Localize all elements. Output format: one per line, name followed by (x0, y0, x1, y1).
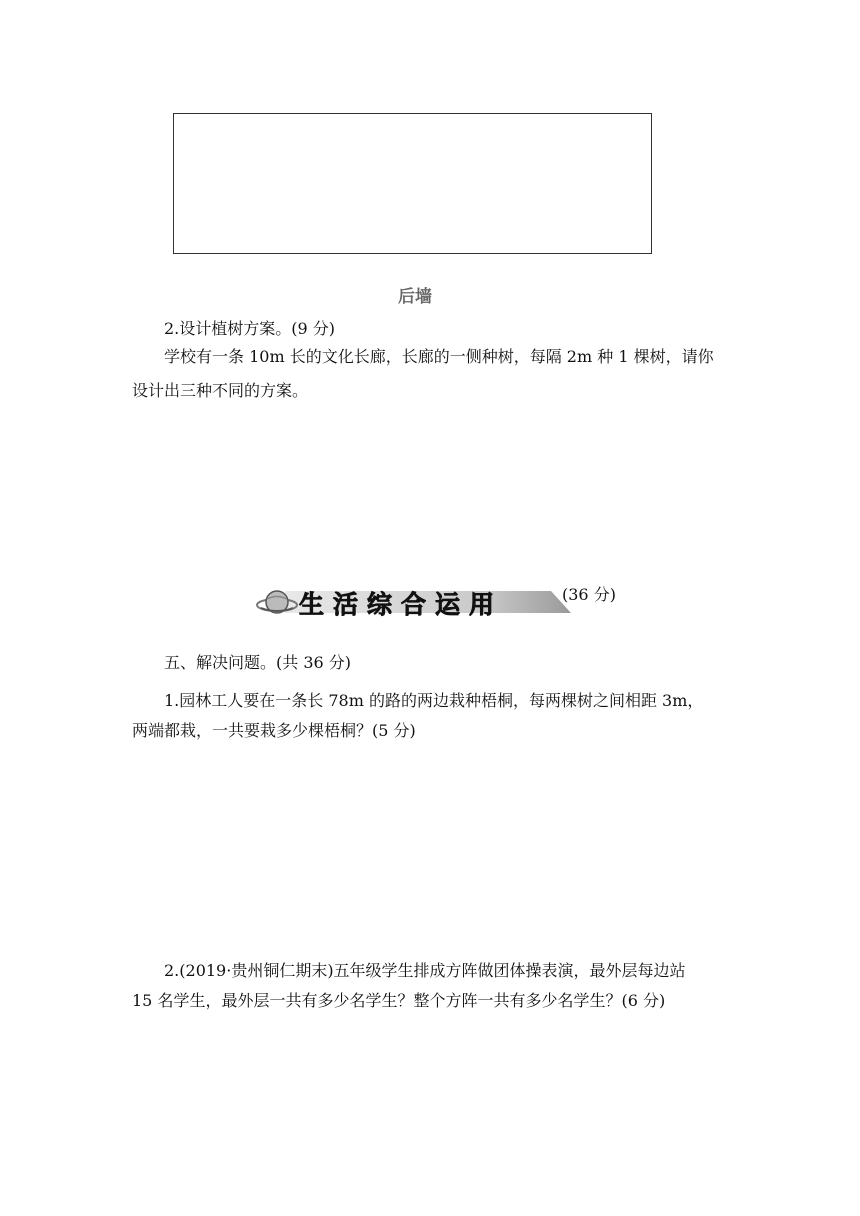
banner-score: (36 分) (562, 585, 616, 604)
back-wall-label: 后墙 (398, 287, 432, 307)
question-2-text-line1: 学校有一条 10m 长的文化长廊，长廊的一侧种树，每隔 2m 种 1 棵树，请你 (164, 347, 714, 366)
problem-1-line1: 1.园林工人要在一条长 78m 的路的两边栽种梧桐，每两棵树之间相距 3m， (164, 691, 704, 710)
question-2-text-line2: 设计出三种不同的方案。 (132, 381, 309, 400)
problem-2-line2: 15 名学生，最外层一共有多少名学生？整个方阵一共有多少名学生？(6 分) (132, 991, 666, 1010)
classroom-diagram-box (173, 113, 652, 254)
banner-title: 生活综合运用 (299, 590, 504, 619)
question-2-title: 2.设计植树方案。(9 分) (164, 319, 336, 338)
problem-1-line2: 两端都栽，一共要栽多少棵梧桐？(5 分) (132, 721, 416, 740)
problem-2-line1: 2.(2019·贵州铜仁期末)五年级学生排成方阵做团体操表演，最外层每边站 (164, 961, 686, 980)
section-banner (255, 582, 575, 622)
planet-icon (255, 584, 301, 620)
section-5-heading: 五、解决问题。(共 36 分) (164, 653, 352, 672)
